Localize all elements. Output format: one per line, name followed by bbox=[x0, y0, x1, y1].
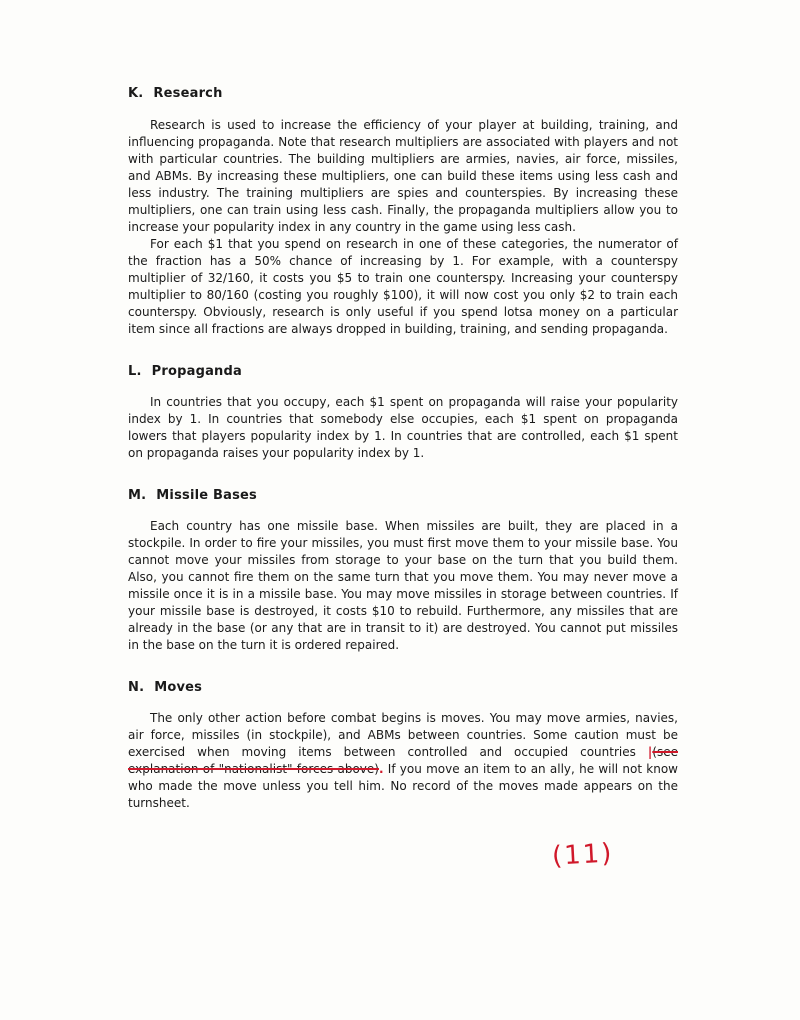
section-heading bbox=[128, 680, 678, 695]
section-title: Propaganda bbox=[151, 364, 242, 379]
section-missile-bases bbox=[128, 488, 678, 654]
section-title: Missile Bases bbox=[156, 488, 257, 503]
paragraph bbox=[128, 710, 678, 812]
paragraph: Research is used to increase the efficiency of your player at building, training, and influencing propaganda. Note that research multipliers are associated with players and not with particular countries. The building multipliers are armies, navies, air force, missiles, and ABMs. By increasing these multipliers, one can build these items using less cash and less industry. The training multipliers are spies and counterspies. By increasing these multipliers, one can train using less cash. Finally, the propaganda multipliers allow you to increase your popularity index in any country in the game using less cash. bbox=[128, 118, 678, 234]
paragraph: Each country has one missile base. When missiles are built, they are placed in a stockpile. In order to fire your missiles, you must first move them to your missile base. You cannot move your missiles from storage to your base on the turn that you build them. Also, you cannot fire them on the same turn that you move them. You may never move a missile once it is in a missile base. You may move missiles in storage between countries. If your missile base is destroyed, it costs $10 to rebuild. Furthermore, any missiles that are already in the base (or any that are in transit to it) are destroyed. You cannot put missiles in the base on the turn it is ordered repaired. bbox=[128, 519, 678, 652]
paragraph: In countries that you occupy, each $1 spent on propaganda will raise your popularity index by 1. In countries that somebody else occupies, each $1 spent on propaganda lowers that players popularity index by 1. In countries that are controlled, each $1 spent on propaganda raises your popularity index by 1. bbox=[128, 395, 678, 460]
section-heading bbox=[128, 86, 678, 101]
section-title: Moves bbox=[154, 680, 203, 695]
section-heading bbox=[128, 488, 678, 503]
section-letter: N. bbox=[128, 680, 145, 695]
section-letter: L. bbox=[128, 364, 142, 379]
section-letter: M. bbox=[128, 488, 147, 503]
paragraph-text: The only other action before combat begins is moves. You may move armies, navies, air force, missiles (in stockpile), and ABMs between countries. Some caution must be exercised when moving items between controlled and occupied countries bbox=[128, 711, 678, 759]
paragraph: For each $1 that you spend on research in one of these categories, the numerator of the fraction has a 50% chance of increasing by 1. For example, with a counterspy multiplier of 32/160, it costs you $5 to train one counterspy. Increasing your counterspy multiplier to 80/160 (costing you roughly $100), it will now cost you only $2 to train each counterspy. Obviously, research is only useful if you spend lotsa money on a particular item since all fractions are always dropped in building, training, and sending propaganda. bbox=[128, 237, 678, 336]
section-letter: K. bbox=[128, 86, 144, 101]
section-title: Research bbox=[153, 86, 223, 101]
section-heading bbox=[128, 364, 678, 379]
handwritten-page-number: (11) bbox=[551, 838, 615, 872]
paragraph-text: If you move an item to an ally, he will not know who made the move unless you tell him. No record of the moves made appears on the turnsheet. bbox=[128, 762, 678, 810]
section-moves bbox=[128, 680, 678, 812]
struck-through-text: (see explanation of "nationalist" forces above) bbox=[128, 745, 678, 776]
section-research bbox=[128, 86, 678, 338]
edit-bracket-mark: | bbox=[647, 745, 653, 759]
inserted-period-mark: . bbox=[378, 762, 384, 776]
section-propaganda bbox=[128, 364, 678, 462]
